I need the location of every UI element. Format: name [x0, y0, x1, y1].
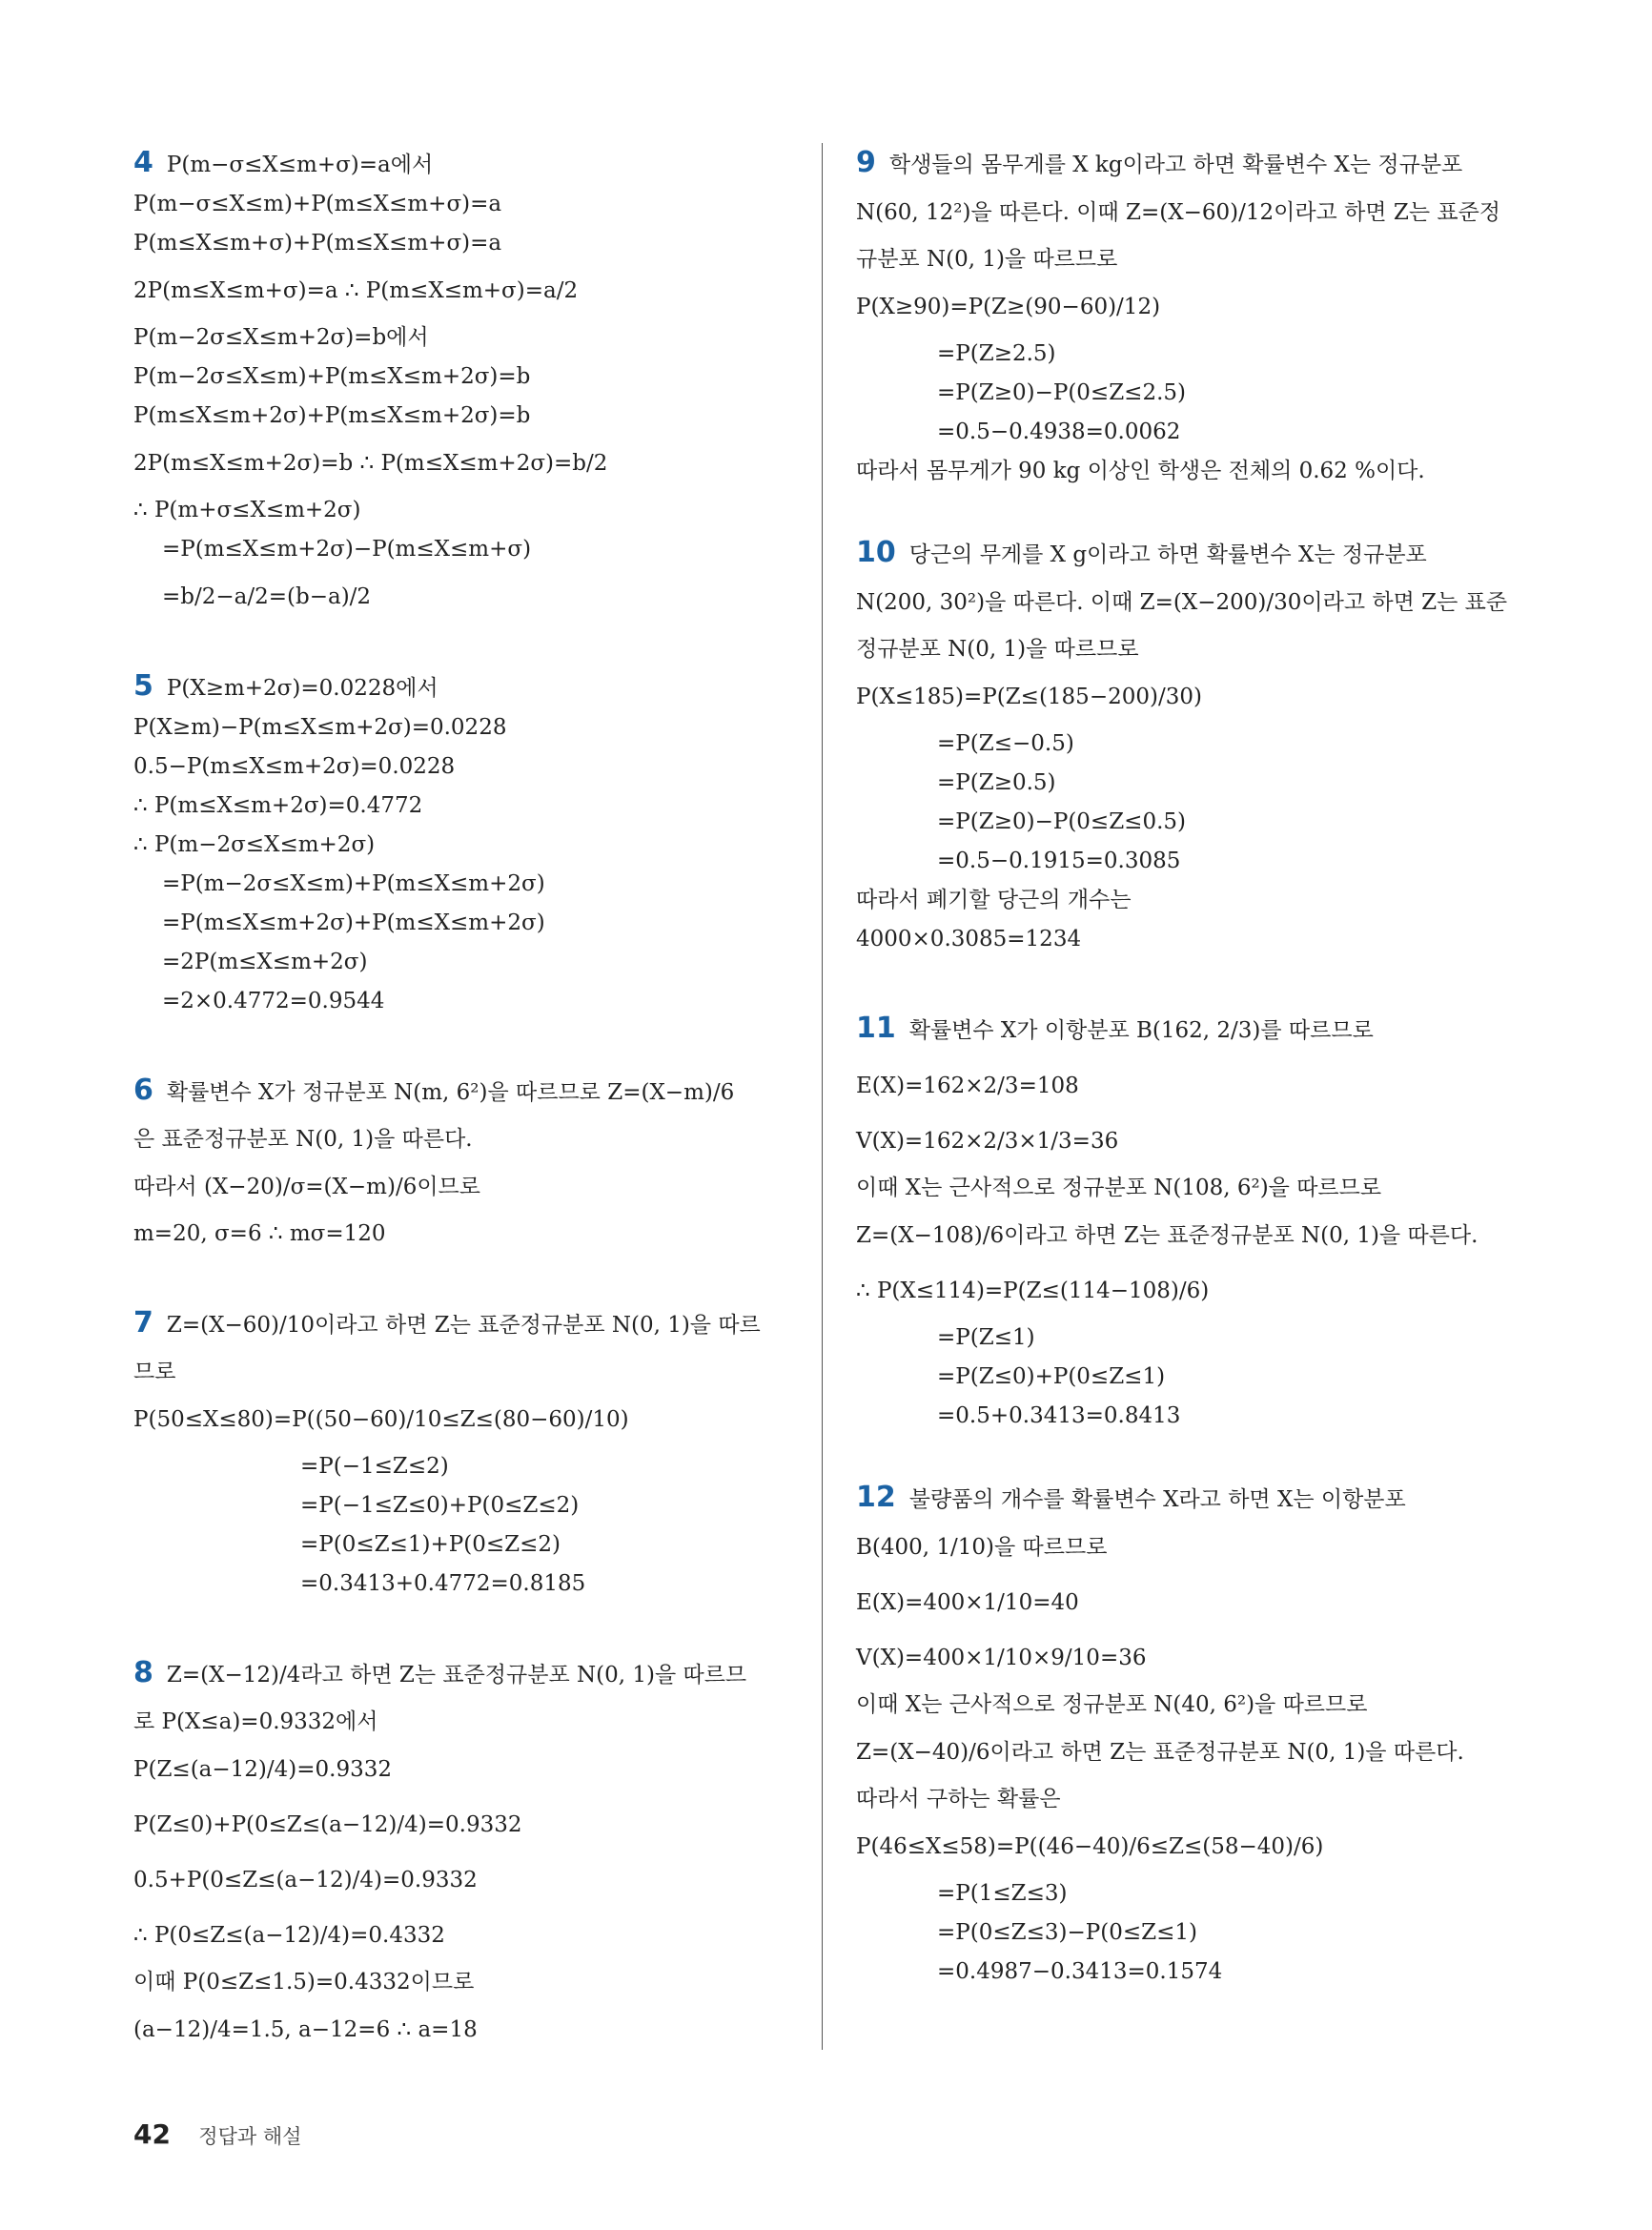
line-text: 0.5+P(0≤Z≤(a−12)/4)=0.9332 [133, 1868, 478, 1892]
solution-line [856, 335, 1514, 374]
solution-line [856, 1478, 1514, 1520]
line-text: =0.4987−0.3413=0.1574 [937, 1959, 1223, 1984]
line-text: ∴ P(m≤X≤m+2σ)=0.4772 [133, 793, 423, 818]
problem-number: 5 [133, 669, 153, 703]
solution-line [133, 1852, 791, 1908]
solution-line [856, 920, 1514, 959]
problem-7 [133, 1296, 791, 1604]
line-text: P(Z≤0)+P(0≤Z≤(a−12)/4)=0.9332 [133, 1812, 522, 1837]
page-number: 42 [133, 2118, 171, 2150]
problem-5 [133, 666, 791, 1021]
solution-line [133, 1646, 791, 1703]
line-text: 규분포 N(0, 1)을 따르므로 [856, 247, 1118, 272]
solution-line [133, 1120, 791, 1159]
solution-line [133, 826, 791, 865]
solution-line [856, 143, 1514, 185]
solution-line [133, 397, 791, 436]
solution-line [856, 452, 1514, 491]
line-text: =P(Z≤0)+P(0≤Z≤1) [937, 1364, 1166, 1389]
problem-number: 12 [856, 1481, 896, 1514]
line-text: 4000×0.3085=1234 [856, 927, 1082, 951]
line-text: ∴ P(m−2σ≤X≤m+2σ) [133, 832, 376, 857]
problem-number: 8 [133, 1656, 153, 1689]
page-label: 정답과 해설 [198, 2125, 302, 2148]
solution-line [133, 143, 791, 185]
problem-number: 11 [856, 1012, 896, 1045]
line-text: P(X≤185)=P(Z≤(185−200)/30) [856, 685, 1202, 709]
line-text: =2×0.4772=0.9544 [162, 989, 385, 1013]
solution-line [856, 1001, 1514, 1058]
line-text: =P(m≤X≤m+2σ)+P(m≤X≤m+2σ) [162, 910, 545, 935]
solution-line [133, 263, 791, 318]
line-text: Z=(X−40)/6이라고 하면 Z는 표준정규분포 N(0, 1)을 따른다. [856, 1740, 1464, 1765]
solution-line [133, 1486, 791, 1525]
solution-line [856, 185, 1514, 240]
line-text: =P(Z≤−0.5) [937, 731, 1074, 756]
solution-line [856, 842, 1514, 881]
line-text: V(X)=162×2/3×1/3=36 [856, 1129, 1119, 1154]
line-text: 2P(m≤X≤m+2σ)=b ∴ P(m≤X≤m+2σ)=b/2 [133, 451, 608, 476]
solution-line [856, 1114, 1514, 1169]
solution-line [856, 630, 1514, 669]
line-text: =P(−1≤Z≤0)+P(0≤Z≤2) [300, 1493, 580, 1518]
solution-line [133, 1742, 791, 1797]
solution-line [856, 1819, 1514, 1874]
line-text: =P(1≤Z≤3) [937, 1881, 1068, 1906]
solution-line [856, 1058, 1514, 1114]
solution-line [133, 436, 791, 491]
line-text: =2P(m≤X≤m+2σ) [162, 950, 368, 974]
line-text: V(X)=400×1/10×9/10=36 [856, 1646, 1147, 1670]
problem-4 [133, 143, 791, 624]
solution-line [856, 1913, 1514, 1953]
solution-line [856, 1169, 1514, 1208]
line-text: 따라서 (X−20)/σ=(X−m)/6이므로 [133, 1175, 480, 1199]
solution-line [856, 764, 1514, 803]
line-text: 0.5−P(m≤X≤m+2σ)=0.0228 [133, 754, 456, 779]
line-text: 이때 X는 근사적으로 정규분포 N(108, 6²)을 따르므로 [856, 1176, 1382, 1200]
line-text: P(m−σ≤X≤m)+P(m≤X≤m+σ)=a [133, 192, 502, 216]
page-footer [133, 2118, 301, 2150]
solution-line [133, 1565, 791, 1604]
line-text: ∴ P(0≤Z≤(a−12)/4)=0.4332 [133, 1923, 445, 1948]
problem-number: 6 [133, 1074, 153, 1107]
right-column [856, 143, 1514, 2034]
line-text: 이때 P(0≤Z≤1.5)=0.4332이므로 [133, 1970, 475, 1995]
line-text: 은 표준정규분포 N(0, 1)을 따른다. [133, 1127, 473, 1152]
solution-line [856, 1397, 1514, 1436]
solution-line [856, 1208, 1514, 1263]
line-text: 로 P(X≤a)=0.9332에서 [133, 1709, 378, 1734]
line-text: =P(m−2σ≤X≤m)+P(m≤X≤m+2σ) [162, 871, 545, 896]
solution-line [133, 1963, 791, 2002]
solution-line [133, 224, 791, 263]
line-text: =P(−1≤Z≤2) [300, 1454, 449, 1479]
solution-line [133, 1215, 791, 1254]
solution-line [856, 669, 1514, 725]
line-text: =P(0≤Z≤1)+P(0≤Z≤2) [300, 1532, 561, 1557]
line-text: 2P(m≤X≤m+σ)=a ∴ P(m≤X≤m+σ)=a/2 [133, 278, 579, 303]
line-text: P(46≤X≤58)=P((46−40)/6≤Z≤(58−40)/6) [856, 1834, 1324, 1859]
solution-line [133, 1447, 791, 1486]
solution-line [856, 1686, 1514, 1725]
solution-line [133, 569, 791, 624]
solution-line [856, 575, 1514, 630]
solution-line [856, 413, 1514, 452]
line-text: P(m−2σ≤X≤m)+P(m≤X≤m+2σ)=b [133, 364, 531, 389]
line-text: =P(Z≥0)−P(0≤Z≤0.5) [937, 809, 1187, 834]
problem-number: 10 [856, 536, 896, 569]
line-text: 불량품의 개수를 확률변수 X라고 하면 X는 이항분포 [908, 1487, 1406, 1512]
solution-line [856, 1575, 1514, 1630]
line-text: 따라서 폐기할 당근의 개수는 [856, 888, 1132, 912]
problem-12 [856, 1478, 1514, 1992]
solution-line [856, 1874, 1514, 1913]
line-text: m=20, σ=6 ∴ mσ=120 [133, 1221, 386, 1246]
solution-line [133, 1525, 791, 1565]
problem-9 [856, 143, 1514, 491]
line-text: (a−12)/4=1.5, a−12=6 ∴ a=18 [133, 2017, 478, 2042]
line-text: P(X≥m)−P(m≤X≤m+2σ)=0.0228 [133, 715, 507, 740]
line-text: ∴ P(X≤114)=P(Z≤(114−108)/6) [856, 1279, 1210, 1303]
solution-line [133, 1908, 791, 1963]
solution-line [856, 1780, 1514, 1819]
line-text: 학생들의 몸무게를 X kg이라고 하면 확률변수 X는 정규분포 [888, 153, 1463, 177]
line-text: ∴ P(m+σ≤X≤m+2σ) [133, 498, 361, 522]
line-text: E(X)=162×2/3=108 [856, 1074, 1079, 1098]
solution-line [133, 1703, 791, 1742]
line-text: Z=(X−12)/4라고 하면 Z는 표준정규분포 N(0, 1)을 따르므 [166, 1663, 747, 1688]
solution-line [133, 318, 791, 358]
line-text: =P(Z≥2.5) [937, 341, 1056, 366]
line-text: =0.5−0.4938=0.0062 [937, 419, 1181, 444]
left-column [133, 143, 791, 2099]
solution-line [856, 374, 1514, 413]
solution-line [133, 185, 791, 224]
solution-line [133, 666, 791, 708]
solution-line [133, 943, 791, 982]
solution-line [133, 1392, 791, 1447]
solution-line [133, 747, 791, 787]
solution-line [856, 803, 1514, 842]
solution-line [133, 2002, 791, 2057]
solution-line [133, 1797, 791, 1852]
solution-line [133, 1353, 791, 1392]
line-text: 므로 [133, 1360, 176, 1384]
solution-line [856, 1263, 1514, 1319]
line-text: P(m≤X≤m+σ)+P(m≤X≤m+σ)=a [133, 231, 502, 256]
solution-line [856, 1358, 1514, 1397]
line-text: P(m−σ≤X≤m+σ)=a에서 [166, 153, 434, 177]
line-text: E(X)=400×1/10=40 [856, 1590, 1079, 1615]
solution-line [856, 881, 1514, 920]
line-text: P(m−2σ≤X≤m+2σ)=b에서 [133, 325, 429, 350]
line-text: =P(Z≥0.5) [937, 770, 1056, 795]
line-text: Z=(X−108)/6이라고 하면 Z는 표준정규분포 N(0, 1)을 따른다. [856, 1223, 1479, 1248]
line-text: =0.5−0.1915=0.3085 [937, 849, 1181, 873]
solution-line [856, 1630, 1514, 1686]
solution-line [133, 865, 791, 904]
solution-line [856, 1319, 1514, 1358]
column-divider [822, 143, 823, 2050]
line-text: =P(Z≥0)−P(0≤Z≤2.5) [937, 380, 1187, 405]
solution-line [856, 1953, 1514, 1992]
line-text: 따라서 구하는 확률은 [856, 1787, 1061, 1811]
solution-line [133, 1296, 791, 1353]
line-text: 확률변수 X가 이항분포 B(162, 2/3)를 따르므로 [908, 1018, 1374, 1043]
line-text: N(200, 30²)을 따른다. 이때 Z=(X−200)/30이라고 하면 Z는 표준 [856, 590, 1508, 615]
line-text: B(400, 1/10)을 따르므로 [856, 1535, 1108, 1560]
solution-line [133, 708, 791, 747]
line-text: =P(Z≤1) [937, 1325, 1035, 1350]
solution-line [856, 240, 1514, 279]
solution-line [856, 533, 1514, 575]
solution-line [133, 1159, 791, 1215]
line-text: N(60, 12²)을 따른다. 이때 Z=(X−60)/12이라고 하면 Z는 표준정 [856, 200, 1501, 225]
solution-line [856, 1520, 1514, 1575]
problem-8 [133, 1646, 791, 2057]
line-text: =0.5+0.3413=0.8413 [937, 1403, 1181, 1428]
line-text: 당근의 무게를 X g이라고 하면 확률변수 X는 정규분포 [908, 542, 1427, 567]
solution-line [133, 491, 791, 530]
solution-line [133, 358, 791, 397]
solution-line [856, 1725, 1514, 1780]
line-text: =P(m≤X≤m+2σ)−P(m≤X≤m+σ) [162, 537, 532, 562]
problem-6 [133, 1063, 791, 1254]
solution-line [133, 787, 791, 826]
line-text: P(Z≤(a−12)/4)=0.9332 [133, 1757, 393, 1782]
solution-line [856, 279, 1514, 335]
line-text: =b/2−a/2=(b−a)/2 [162, 584, 372, 609]
line-text: 확률변수 X가 정규분포 N(m, 6²)을 따르므로 Z=(X−m)/6 [166, 1080, 735, 1105]
problem-number: 9 [856, 146, 876, 179]
solution-line [133, 1063, 791, 1120]
line-text: P(X≥m+2σ)=0.0228에서 [166, 676, 438, 701]
line-text: =P(0≤Z≤3)−P(0≤Z≤1) [937, 1920, 1197, 1945]
line-text: 이때 X는 근사적으로 정규분포 N(40, 6²)을 따르므로 [856, 1692, 1368, 1717]
line-text: P(m≤X≤m+2σ)+P(m≤X≤m+2σ)=b [133, 403, 531, 428]
line-text: 정규분포 N(0, 1)을 따르므로 [856, 637, 1139, 662]
problem-number: 7 [133, 1306, 153, 1340]
solution-line [133, 530, 791, 569]
line-text: =0.3413+0.4772=0.8185 [300, 1571, 586, 1596]
line-text: P(X≥90)=P(Z≥(90−60)/12) [856, 295, 1161, 319]
problem-10 [856, 533, 1514, 959]
line-text: Z=(X−60)/10이라고 하면 Z는 표준정규분포 N(0, 1)을 따르 [166, 1313, 761, 1338]
line-text: P(50≤X≤80)=P((50−60)/10≤Z≤(80−60)/10) [133, 1407, 629, 1432]
line-text: 따라서 몸무게가 90 kg 이상인 학생은 전체의 0.62 %이다. [856, 459, 1425, 483]
solution-line [133, 982, 791, 1021]
solution-line [856, 725, 1514, 764]
problem-number: 4 [133, 146, 153, 179]
solution-line [133, 904, 791, 943]
problem-11 [856, 1001, 1514, 1436]
